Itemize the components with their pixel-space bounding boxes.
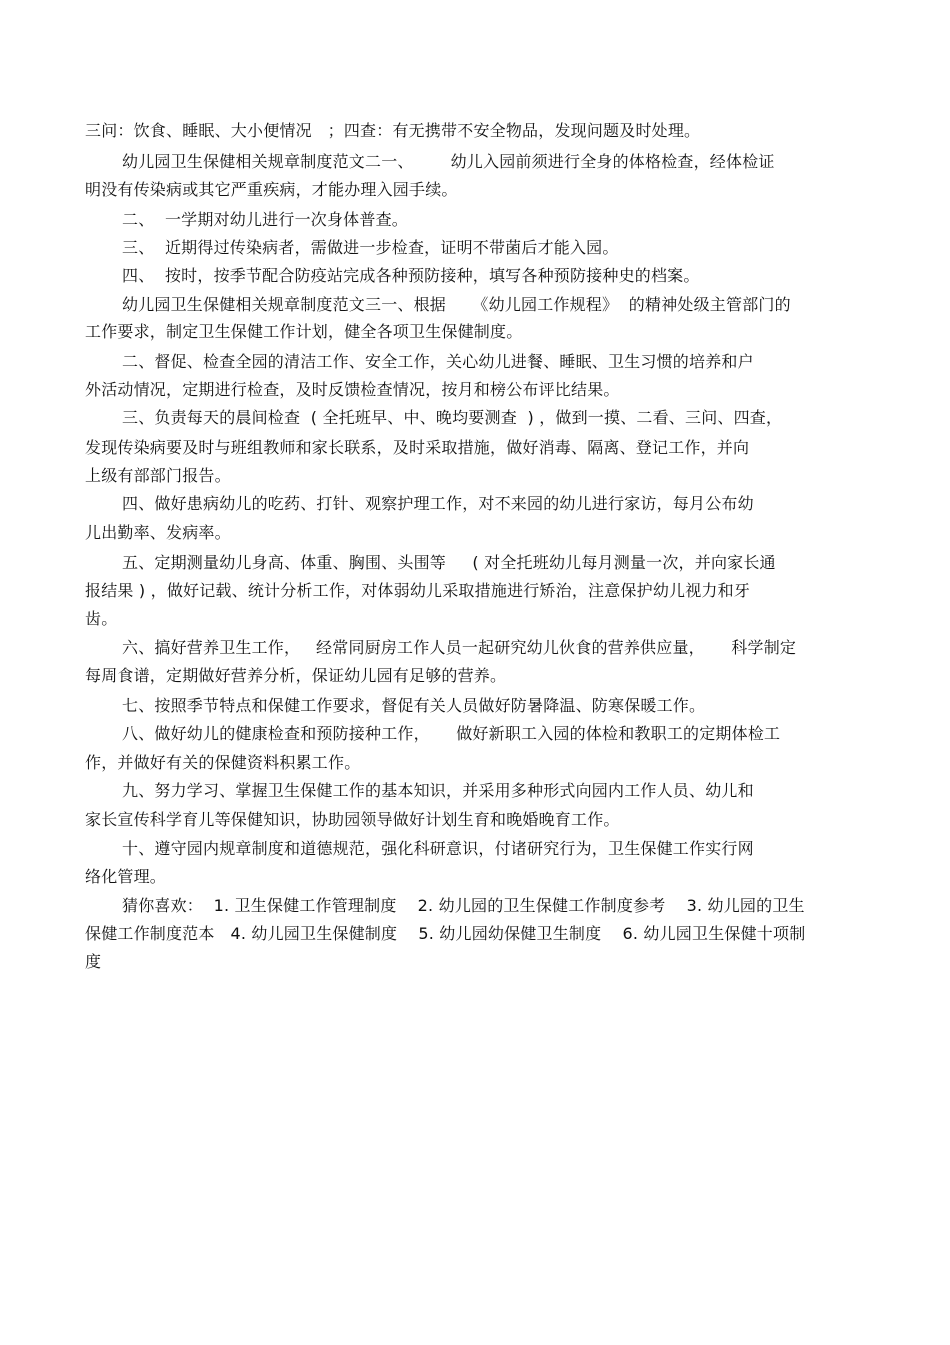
text-line: 上级有部部门报告。 (85, 466, 231, 485)
text-line: 十、遵守园内规章制度和道德规范，强化科研意识，付诸研究行为，卫生保健工作实行网 (122, 839, 754, 858)
text-line: 二、督促、检查全园的清洁工作、安全工作，关心幼儿进餐、睡眠、卫生习惯的培养和户 (122, 352, 754, 371)
text-line: 猜你喜欢： 1. 卫生保健工作管理制度 2. 幼儿园的卫生保健工作制度参考 3. 幼儿园的卫生 (122, 896, 805, 915)
text-line: 每周食谱，定期做好营养分析，保证幼儿园有足够的营养。 (85, 666, 507, 685)
text-line: 儿出勤率、发病率。 (85, 523, 231, 542)
text-line: 度 (85, 952, 102, 971)
text-line: 明没有传染病或其它严重疾病，才能办理入园手续。 (85, 180, 458, 199)
text-line: 九、努力学习、掌握卫生保健工作的基本知识，并采用多种形式向园内工作人员、幼儿和 (122, 781, 754, 800)
text-line: 六、搞好营养卫生工作， 经常同厨房工作人员一起研究幼儿伙食的营养供应量， 科学制定 (122, 638, 797, 657)
text-line: 二、 一学期对幼儿进行一次身体普查。 (122, 210, 408, 229)
text-line: 四、做好患病幼儿的吃药、打针、观察护理工作，对不来园的幼儿进行家访，每月公布幼 (122, 494, 754, 513)
text-line: 发现传染病要及时与班组教师和家长联系，及时采取措施，做好消毒、隔离、登记工作，并向 (85, 438, 750, 457)
text-line: 八、做好幼儿的健康检查和预防接种工作， 做好新职工入园的体检和教职工的定期体检工 (122, 724, 781, 743)
text-line: 家长宣传科学育儿等保健知识，协助园领导做好计划生育和晚婚晚育工作。 (85, 810, 620, 829)
text-line: 三问：饮食、睡眠、大小便情况 ；四查：有无携带不安全物品，发现问题及时处理。 (85, 121, 701, 140)
text-line: 络化管理。 (85, 867, 167, 886)
text-line: 三、 近期得过传染病者，需做进一步检查，证明不带菌后才能入园。 (122, 238, 619, 257)
text-line: 七、按照季节特点和保健工作要求，督促有关人员做好防暑降温、防寒保暖工作。 (122, 696, 706, 715)
text-line: 保健工作制度范本 4. 幼儿园卫生保健制度 5. 幼儿园幼保健卫生制度 6. 幼儿园卫生保健十项制 (85, 924, 806, 943)
text-line: 五、定期测量幼儿身高、体重、胸围、头围等 ( 对全托班幼儿每月测量一次，并向家长通 (122, 553, 776, 572)
text-line: 外活动情况，定期进行检查，及时反馈检查情况，按月和榜公布评比结果。 (85, 380, 620, 399)
text-line: 三、负责每天的晨间检查 ( 全托班早、中、晚均要测查 ) ，做到一摸、二看、三问、四查， (122, 408, 783, 427)
text-line: 作，并做好有关的保健资料积累工作。 (85, 753, 361, 772)
text-line: 四、 按时，按季节配合防疫站完成各种预防接种，填写各种预防接种史的档案。 (122, 266, 700, 285)
text-line: 幼儿园卫生保健相关规章制度范文三一、根据 《幼儿园工作规程》 的精神处级主管部门的 (122, 295, 791, 314)
text-line: 幼儿园卫生保健相关规章制度范文二一、 幼儿入园前须进行全身的体格检查，经体检证 (122, 152, 775, 171)
text-line: 报结果 ) ，做好记载、统计分析工作，对体弱幼儿采取措施进行矫治，注意保护幼儿视力和牙 (85, 581, 751, 600)
text-line: 工作要求，制定卫生保健工作计划，健全各项卫生保健制度。 (85, 322, 523, 341)
text-line: 齿。 (85, 609, 118, 628)
